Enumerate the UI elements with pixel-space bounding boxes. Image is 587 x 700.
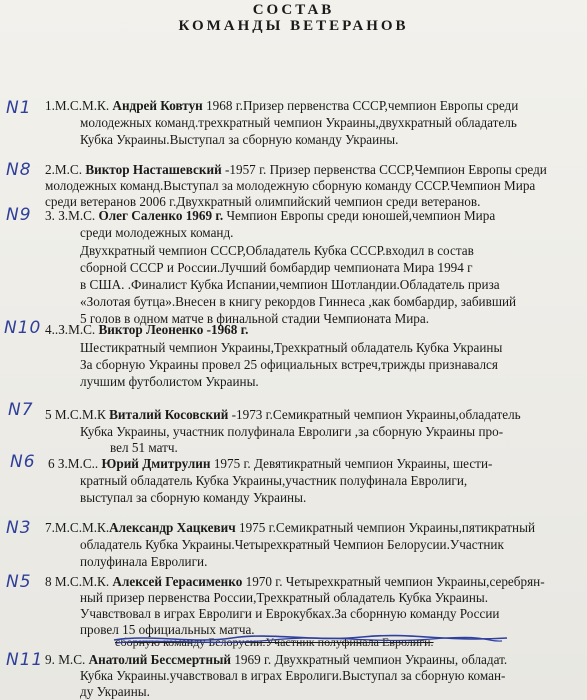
entry-line: обладатель Кубка Украины.Четырехкратный Чемпион Белорусии.Участник xyxy=(80,537,504,552)
entry-line xyxy=(45,322,248,337)
handwritten-number-mark: N8 xyxy=(6,160,32,180)
entry-text: -1973 г.Семикратный чемпион Украины,обладатель xyxy=(228,407,521,422)
entry-line: Учавствовал в играх Евролиги и Еврокубках.За сборнную команду России xyxy=(80,606,500,621)
handwritten-number-mark: N5 xyxy=(6,572,32,592)
handwritten-number-mark: N1 xyxy=(6,98,32,118)
entry-line: в США. .Финалист Кубка Испании,чемпион Шотландии.Обладатель приза xyxy=(80,277,500,292)
handwritten-number-mark: N7 xyxy=(8,400,34,420)
entry-line: Кубка Украины.учавствовал в играх Евролиги.Выступал за сборную коман- xyxy=(80,668,506,683)
entry-line xyxy=(45,407,521,422)
player-name: Виктор Леоненко -1968 г. xyxy=(98,322,249,337)
entry-text: -1957 г. Призер первенства СССР,Чемпион Европы среди xyxy=(221,162,547,177)
entry-line xyxy=(45,208,495,223)
entry-line: лучшим футболистом Украины. xyxy=(80,374,259,389)
entry-rank: 2.М.С. xyxy=(45,162,86,177)
entry-line: сборной СССР и России.Лучший бомбардир чемпионата Мира 1994 г xyxy=(80,260,473,275)
entry-rank: 6 З.М.С.. xyxy=(48,456,102,471)
handwritten-number-mark: N9 xyxy=(6,205,32,225)
entry-line xyxy=(45,162,547,177)
entry-line xyxy=(45,520,535,535)
entry-line: среди молодежных команд. xyxy=(80,225,234,240)
entry-line xyxy=(45,574,545,589)
entry-rank: 4..З.М.С. xyxy=(45,322,99,337)
handwritten-number-mark: N3 xyxy=(6,518,32,538)
entry-line: «Золотая бутца».Внесен в книгу рекордов Гиннеса ,как бомбардир, забивший xyxy=(80,294,517,309)
entry-line: Кубка Украины.Выступал за сборную команду Украины. xyxy=(80,132,399,147)
entry-rank: 5 М.С.М.К xyxy=(45,407,110,422)
player-name: Олег Саленко 1969 г. xyxy=(98,208,224,223)
entry-line: 5 голов в одном матче в финальной стадии Чемпионата Мира. xyxy=(80,311,430,326)
entry-line: выступал за сборную команду Украины. xyxy=(80,490,307,505)
entry-line: Двухкратный чемпион СССР,Обладатель Кубка СССР.входил в состав xyxy=(80,243,474,258)
entry-line: вел 51 матч. xyxy=(110,440,178,455)
player-name: Виталий Косовский xyxy=(109,407,229,422)
entry-text: 1975 г.Семикратный чемпион Украины,пятикратный xyxy=(235,520,536,535)
player-name: Анатолий Бессмертный xyxy=(88,652,232,667)
entry-line: кратный обладатель Кубка Украины,участник полуфинала Евролиги, xyxy=(80,473,468,488)
player-name: Алексей Герасименко xyxy=(112,574,243,589)
struck-out-text: сборную команду Белорусии.Участник полуфинала Евролиги. xyxy=(115,635,434,649)
entry-text: 1968 г.Призер первенства СССР,чемпион Европы среди xyxy=(202,98,519,113)
entry-rank: 8 М.С.М.К. xyxy=(45,574,113,589)
entry-line: Шестикратный чемпион Украины,Трехкратный обладатель Кубка Украины xyxy=(80,340,503,355)
player-name: Юрий Дмитрулин xyxy=(101,456,211,471)
entry-line: За сборную Украины провел 25 официальных встреч,трижды признавался xyxy=(80,357,498,372)
entry-line: молодежных команд.трехкратный чемпион Украины,двухкратный обладатель xyxy=(80,115,517,130)
entry-rank: 7.М.С.М.К. xyxy=(45,520,110,535)
player-name: Виктор Насташевский xyxy=(85,162,222,177)
entry-rank: 1.М.С.М.К. xyxy=(45,98,113,113)
entry-line xyxy=(45,652,507,667)
entry-line: среди ветеранов 2006 г.Двухкратный олимпийский чемпион среди ветеранов. xyxy=(45,194,481,209)
entry-text: Чемпион Европы среди юношей,чемпион Мира xyxy=(223,208,496,223)
entry-line: молодежных команд.Выступал за молодежную сборную команду СССР.Чемпион Мира xyxy=(45,178,536,193)
handwritten-number-mark: N11 xyxy=(6,650,44,670)
entry-text: 1975 г. Девятикратный чемпион Украины, шести- xyxy=(210,456,493,471)
handwritten-number-mark: N6 xyxy=(10,452,36,472)
entry-line: ду Украины. xyxy=(80,684,150,699)
entry-line: полуфинала Евролиги. xyxy=(80,554,208,569)
entry-line: Кубка Украины, участник полуфинала Евролиги ,за сборную Украины про- xyxy=(80,424,504,439)
entry-line: ный призер первенства России,Трехкратный обладатель Кубка Украины. xyxy=(80,590,489,605)
player-name: Андрей Ковтун xyxy=(112,98,203,113)
player-name: Александр Хацкевич xyxy=(109,520,236,535)
document-title: СОСТАВ xyxy=(252,2,335,18)
entry-text: 1969 г. Двухкратный чемпион Украины, обладат. xyxy=(231,652,508,667)
entry-line: провел 15 официальных матча. xyxy=(80,622,255,637)
entry-line xyxy=(48,456,492,471)
entry-rank: 3. З.М.С. xyxy=(45,208,99,223)
entry-rank: 9. М.С. xyxy=(45,652,89,667)
entry-text: 1970 г. Четырехкратный чемпион Украины,серебрян- xyxy=(242,574,545,589)
handwritten-number-mark: N10 xyxy=(4,318,42,338)
document-subtitle: КОМАНДЫ ВЕТЕРАНОВ xyxy=(178,18,409,34)
entry-line xyxy=(45,98,518,113)
